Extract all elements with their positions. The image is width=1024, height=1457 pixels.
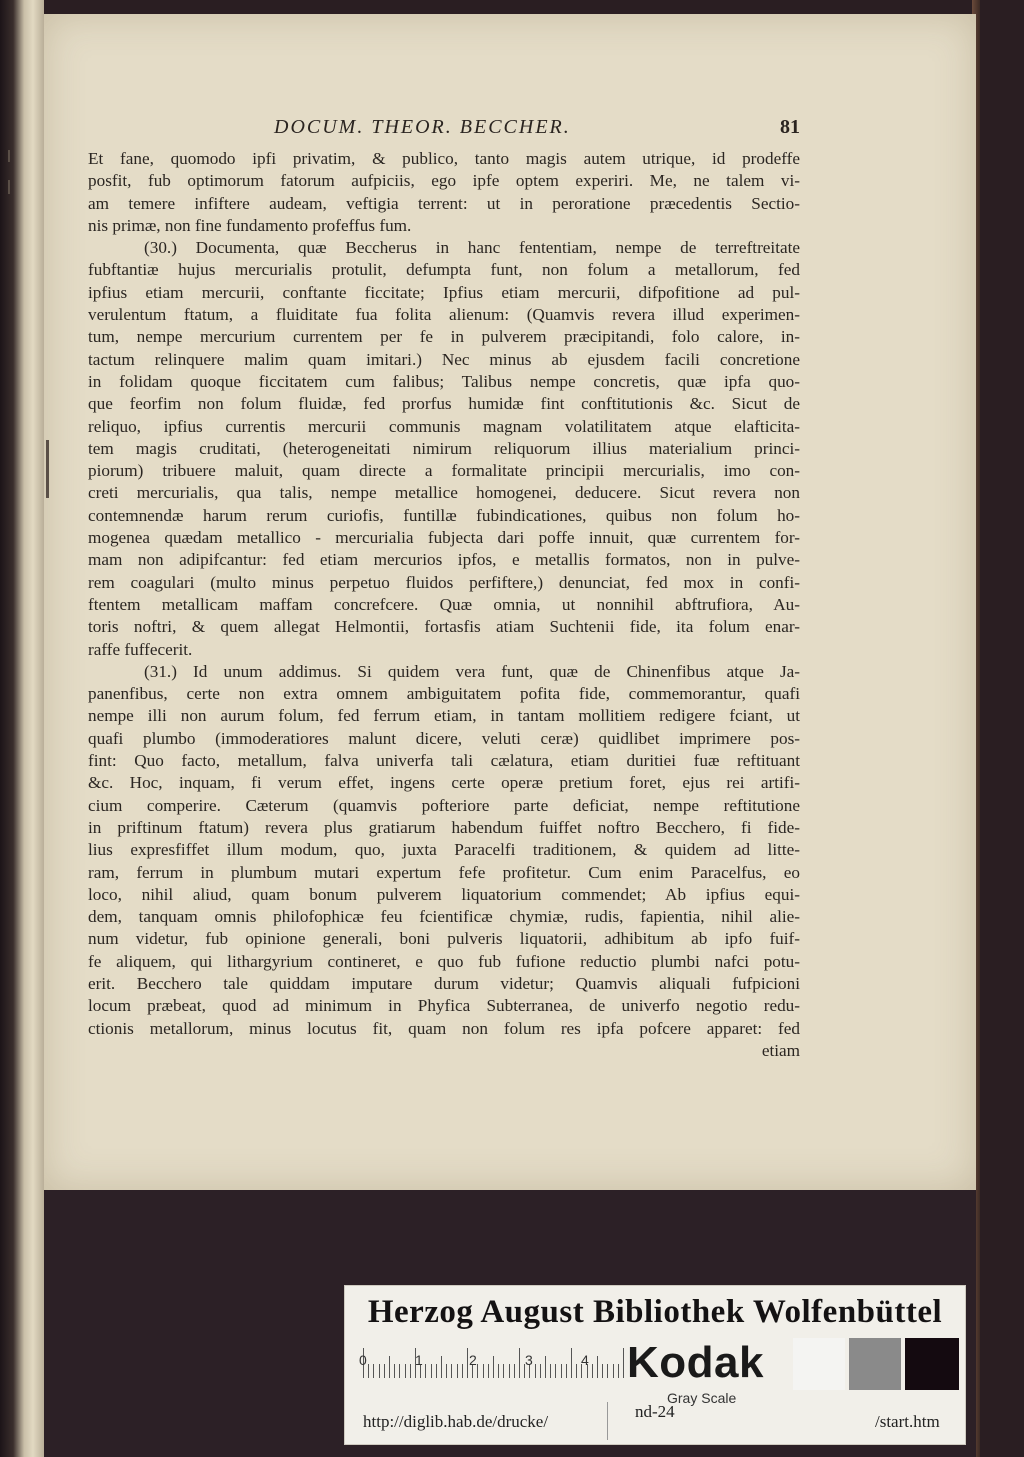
text-line: Et fane, quomodo ipfi privatim, & publico, tanto magis autem utrique, id prodeffe <box>88 149 800 168</box>
ruler-tick <box>613 1364 614 1378</box>
ruler-tick <box>561 1364 562 1378</box>
ruler-tick <box>555 1364 556 1378</box>
ruler-tick <box>405 1364 406 1378</box>
text-line: reliquo, ipfius currentis mercurii communis magnam volatilitatem atque elafticita- <box>88 416 800 436</box>
text-line: contemnendæ harum rerum curiofis, funtillæ fubindicationes, quibus non folum ho- <box>88 505 800 525</box>
page-text <box>88 148 800 1062</box>
text-line: loco, nihil aliud, quam bonum pulverem liquatorium commendet; Ab ipfius equi- <box>88 884 800 904</box>
text-line: piorum) tribuere maluit, quam directe a formalitate principii mercurialis, imo con- <box>88 461 800 481</box>
ruler-number: 3 <box>525 1352 533 1368</box>
ruler-tick <box>394 1364 395 1378</box>
text-line: ipfius etiam mercurii, conftante ficcitate; Ipfius etiam mercurii, difpofitione ad pul- <box>88 282 800 302</box>
ruler-tick <box>436 1364 437 1378</box>
text-line: dem, tanquam omnis philofophicæ feu fcientificæ chymiæ, rudis, fapientia, nihil alie- <box>88 907 800 927</box>
text-line: am temere infiftere audeam, veftigia terrent: ut in peroratione præcedentis Sectio- <box>88 193 800 213</box>
ruler-number: 2 <box>469 1352 477 1368</box>
ruler-tick <box>540 1364 541 1378</box>
gray-patch-white <box>793 1338 845 1390</box>
text-line: locum præbeat, quod ad minimum in Phyfica Subterranea, de univerfo negotio redu- <box>88 996 800 1016</box>
text-line: que feorfim non folum fluidæ, fed prorfus humidæ fint conftitutionis &c. Sicut de <box>88 394 800 414</box>
digital-library-url: http://diglib.hab.de/drucke/ <box>363 1412 549 1431</box>
text-line: in priftinum ftatum) revera plus gratiarum habendum fuiffet noftro Becchero, fi fide- <box>88 817 800 837</box>
text-line: ctionis metallorum, minus locutus fit, quam non folum res ipfa pofcere apparet: fed <box>88 1018 800 1038</box>
ruler-tick <box>384 1364 385 1378</box>
ruler-tick <box>373 1364 374 1378</box>
ruler-tick <box>389 1356 390 1378</box>
text-line: creti mercurialis, qua talis, nempe metallice homogenei, deducere. Sicut revera non <box>88 483 800 503</box>
paragraph-31-start: (31.) Id unum addimus. Si quidem vera funt, quæ de Chinenfibus atque Ja- <box>144 661 800 681</box>
ruler-tick <box>550 1364 551 1378</box>
text-line: nis primæ, non fine fundamento profeffus fum. <box>88 215 412 235</box>
ruler-tick <box>597 1356 598 1378</box>
text-line: cium comperire. Cæterum (quamvis pofteriore parte deficiat, nempe reftitutione <box>88 795 800 815</box>
text-line: nempe illi non aurum folum, fed ferrum etiam, in tantam mollitiem redigere fciant, ut <box>88 706 800 726</box>
start-page-path: /start.htm <box>875 1412 940 1431</box>
margin-mark <box>8 180 10 194</box>
text-line: mam non adipifcantur: fed etiam mercurios ipfos, e metallis formatos, non in pulve- <box>88 550 800 570</box>
gray-scale-caption: Gray Scale <box>667 1390 737 1406</box>
ruler-tick <box>446 1364 447 1378</box>
library-scan-label <box>344 1285 966 1445</box>
ruler-tick <box>535 1364 536 1378</box>
text-line: &c. Hoc, inquam, fi verum effet, ingens certe operæ pretium foret, ejus rei artifi- <box>88 773 800 793</box>
ruler-tick <box>623 1348 624 1378</box>
text-line: fint: Quo facto, metallum, falva univerfa tali cælatura, etiam duritiei fuæ reftituant <box>88 751 800 771</box>
text-line: ram, ferrum in plumbum mutari expertum fefe profitetur. Cum enim Paracelfus, eo <box>88 862 800 882</box>
ruler-tick <box>399 1364 400 1378</box>
ruler-tick <box>571 1348 572 1378</box>
ruler-number: 0 <box>359 1352 367 1368</box>
ruler-tick <box>477 1364 478 1378</box>
text-line: raffe fuffecerit. <box>88 639 193 659</box>
ruler-tick <box>618 1364 619 1378</box>
margin-mark <box>46 440 49 498</box>
ruler-tick <box>431 1364 432 1378</box>
text-line: tum, nempe mercurium currentem per fe in pulverem præcipitandi, folo calore, in- <box>88 327 800 347</box>
ruler-tick <box>467 1348 468 1378</box>
running-head: DOCUM. THEOR. BECCHER. <box>274 116 571 138</box>
shelf-code: nd-24 <box>635 1402 675 1421</box>
ruler-tick <box>545 1356 546 1378</box>
ruler-tick <box>503 1364 504 1378</box>
ruler-tick <box>379 1364 380 1378</box>
ruler-tick <box>566 1364 567 1378</box>
margin-mark <box>8 150 10 162</box>
text-line: ftentem metallicam maffam concrefcere. Quæ omnia, ut nonnihil abftrufiora, Au- <box>88 594 800 614</box>
ruler-tick <box>462 1364 463 1378</box>
ruler-tick <box>498 1364 499 1378</box>
catchword: etiam <box>761 1040 800 1060</box>
page-header <box>88 116 800 144</box>
text-line: tem magis cruditati, (heterogeneitati nimirum reliquorum illius materialium princi- <box>88 438 800 458</box>
ruler-tick <box>493 1356 494 1378</box>
text-line: posfit, fub optimorum fatorum aufpiciis, ego ipfe optem experiri. Me, ne talem vi- <box>88 171 800 191</box>
text-line: in folidam quoque ficcitatem cum falibus; Talibus nempe concretis, quæ ipfa quo- <box>88 371 800 391</box>
ruler-tick <box>368 1364 369 1378</box>
text-line: tactum relinquere malim quam imitari.) Nec minus ab ejusdem facili concretione <box>88 349 800 369</box>
text-line: num videtur, fub opinione generali, boni pulveris liquatorii, adhibitum ab ipfo fuif- <box>88 929 800 949</box>
text-line: rem coagulari (multo minus perpetuo fluidos perfiftere,) denunciat, fed mox in confi- <box>88 572 800 592</box>
library-name: Herzog August Bibliothek Wolfenbüttel <box>367 1294 943 1330</box>
ruler-number: 1 <box>415 1352 423 1368</box>
text-line: panenfibus, certe non extra omnem ambiguitatem pofita fide, commemorantur, quafi <box>88 684 800 704</box>
paragraph-30-start: (30.) Documenta, quæ Beccherus in hanc fententiam, nempe de terreftreitate <box>144 238 800 258</box>
ruler-number: 4 <box>581 1352 589 1368</box>
ruler-tick <box>457 1364 458 1378</box>
ruler-tick <box>483 1364 484 1378</box>
kodak-logo: Kodak <box>627 1338 764 1387</box>
text-line: fubftantiæ hujus mercurialis protulit, defumpta funt, non folum a metallorum, fed <box>88 260 800 280</box>
gray-scale-patches <box>793 1338 959 1390</box>
ruler-tick <box>607 1364 608 1378</box>
ruler-tick <box>602 1364 603 1378</box>
text-line: fe aliquem, qui lithargyrium contineret, e quo fub fufione reductio plumbi nafci potu- <box>88 951 800 971</box>
text-line: mogenea quædam metallico - mercurialia fubjecta dari poffe innuit, quæ currentem for- <box>88 528 800 548</box>
ruler-tick <box>425 1364 426 1378</box>
ruler-tick <box>451 1364 452 1378</box>
ruler-tick <box>519 1348 520 1378</box>
label-divider <box>607 1402 608 1440</box>
text-line: toris noftri, & quem allegat Helmontii, fortasfis atiam Suchtenii fide, ita folum enar- <box>88 617 800 637</box>
text-line: lius expresfiffet illum modum, quo, juxta Paracelfi traditionem, & quidem ad litte- <box>88 840 800 860</box>
ruler-tick <box>514 1364 515 1378</box>
gray-patch-mid <box>849 1338 901 1390</box>
ruler-tick <box>441 1356 442 1378</box>
page-number: 81 <box>780 116 800 138</box>
ruler-tick <box>592 1364 593 1378</box>
text-line: erit. Becchero tale quiddam imputare durum videtur; Quamvis aliquali fufpicioni <box>88 973 800 993</box>
ruler-tick <box>576 1364 577 1378</box>
ruler-tick <box>488 1364 489 1378</box>
ruler-tick <box>509 1364 510 1378</box>
text-line: quafi plumbo (immoderatiores malunt dicere, veluti ceræ) quidlibet imprimere pos- <box>88 728 800 748</box>
ruler-tick <box>410 1364 411 1378</box>
text-line: verulentum ftatum, a fluiditate fua folita alienum: (Quamvis revera illud experimen- <box>88 305 800 325</box>
gray-patch-black <box>905 1338 959 1390</box>
book-binding-edge <box>0 0 44 1457</box>
